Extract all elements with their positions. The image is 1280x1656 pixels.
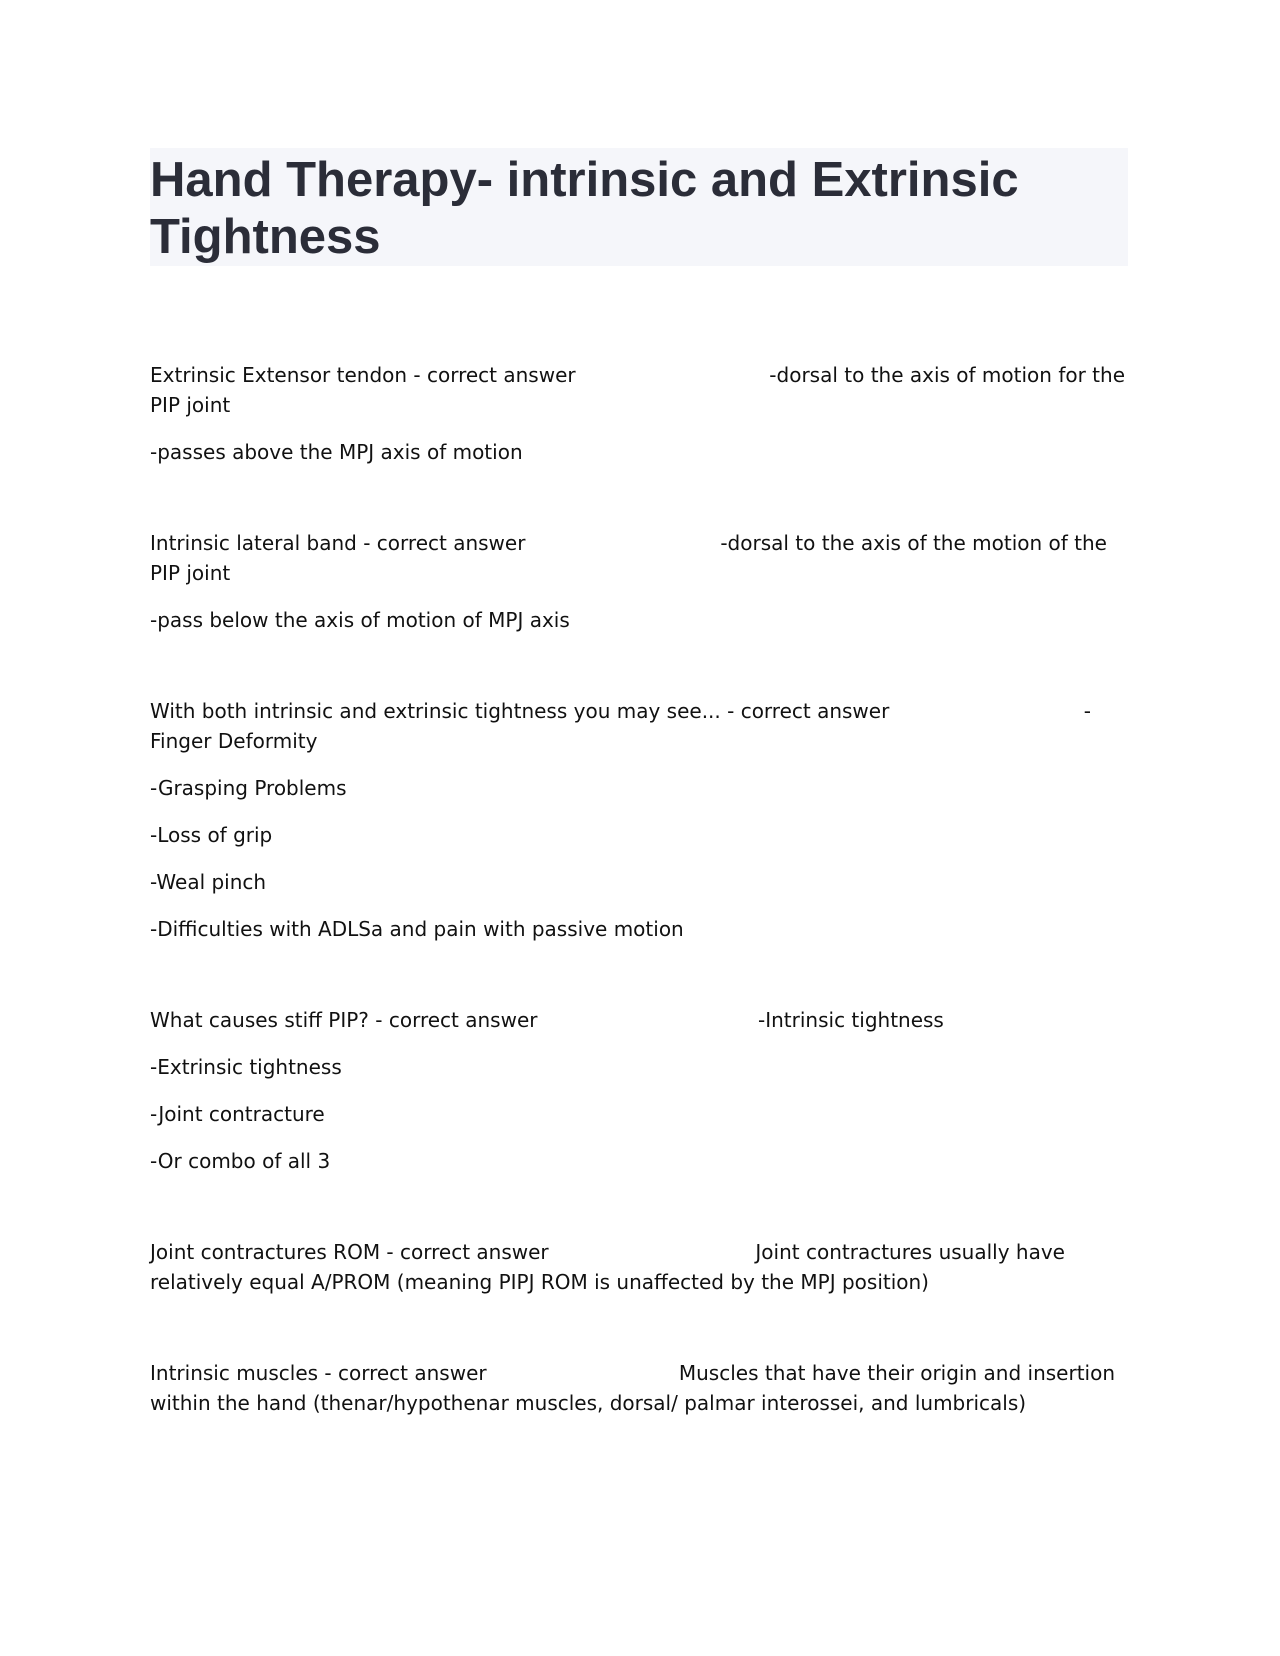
flashcard [150, 360, 1125, 467]
flashcard-answer-start: Muscles that have their origin and insertion [678, 1361, 1115, 1385]
flashcard-question: What causes stiff PIP? - correct answer [150, 1008, 538, 1032]
flashcard-answer-start: -dorsal to the axis of the motion of the [720, 531, 1107, 555]
flashcard-first-line [150, 1005, 1125, 1035]
flashcard-first-line [150, 360, 1125, 390]
flashcard-question: Joint contractures ROM - correct answer [150, 1240, 549, 1264]
flashcard-answer-start: Joint contractures usually have [755, 1240, 1065, 1264]
flashcard-answer-line: -passes above the MPJ axis of motion [150, 440, 523, 464]
flashcard-answer-line: -Extrinsic tightness [150, 1055, 342, 1079]
flashcard-answer-line: -Loss of grip [150, 823, 273, 847]
title-banner [150, 148, 1128, 266]
flashcard-answer-wrap: PIP joint [150, 561, 231, 585]
flashcard [150, 696, 1125, 944]
flashcard-answer-line: -Weal pinch [150, 870, 267, 894]
flashcard-answer-start: -Intrinsic tightness [758, 1008, 944, 1032]
flashcard-answer-line: -Grasping Problems [150, 776, 347, 800]
flashcard-question: Intrinsic muscles - correct answer [150, 1361, 487, 1385]
flashcard-answer-line: -Difficulties with ADLSa and pain with passive motion [150, 917, 684, 941]
flashcard-first-line [150, 528, 1125, 558]
flashcard [150, 1237, 1125, 1297]
document-title: Hand Therapy- intrinsic and Extrinsic Tightness [150, 153, 1019, 264]
flashcard-answer-line: -pass below the axis of motion of MPJ axis [150, 608, 570, 632]
flashcard-answer-wrap: PIP joint [150, 393, 231, 417]
flashcard-answer-wrap: Finger Deformity [150, 729, 318, 753]
flashcard-question: With both intrinsic and extrinsic tightness you may see... - correct answer [150, 699, 890, 723]
flashcard [150, 1005, 1125, 1176]
flashcard-answer-wrap: within the hand (thenar/hypothenar muscles, dorsal/ palmar interossei, and lumbricals) [150, 1391, 1027, 1415]
flashcard-list [150, 360, 1125, 1482]
flashcard-first-line [150, 1358, 1125, 1388]
flashcard-answer-wrap: relatively equal A/PROM (meaning PIPJ ROM is unaffected by the MPJ position) [150, 1270, 929, 1294]
flashcard-answer-start: -dorsal to the axis of motion for the [769, 363, 1125, 387]
flashcard-question: Intrinsic lateral band - correct answer [150, 531, 526, 555]
flashcard [150, 1358, 1125, 1418]
flashcard-answer-line: -Or combo of all 3 [150, 1149, 331, 1173]
flashcard-answer-start: - [1083, 699, 1091, 723]
flashcard-first-line [150, 1237, 1125, 1267]
flashcard-answer-line: -Joint contracture [150, 1102, 325, 1126]
flashcard [150, 528, 1125, 635]
flashcard-question: Extrinsic Extensor tendon - correct answer [150, 363, 576, 387]
flashcard-first-line [150, 696, 1125, 726]
